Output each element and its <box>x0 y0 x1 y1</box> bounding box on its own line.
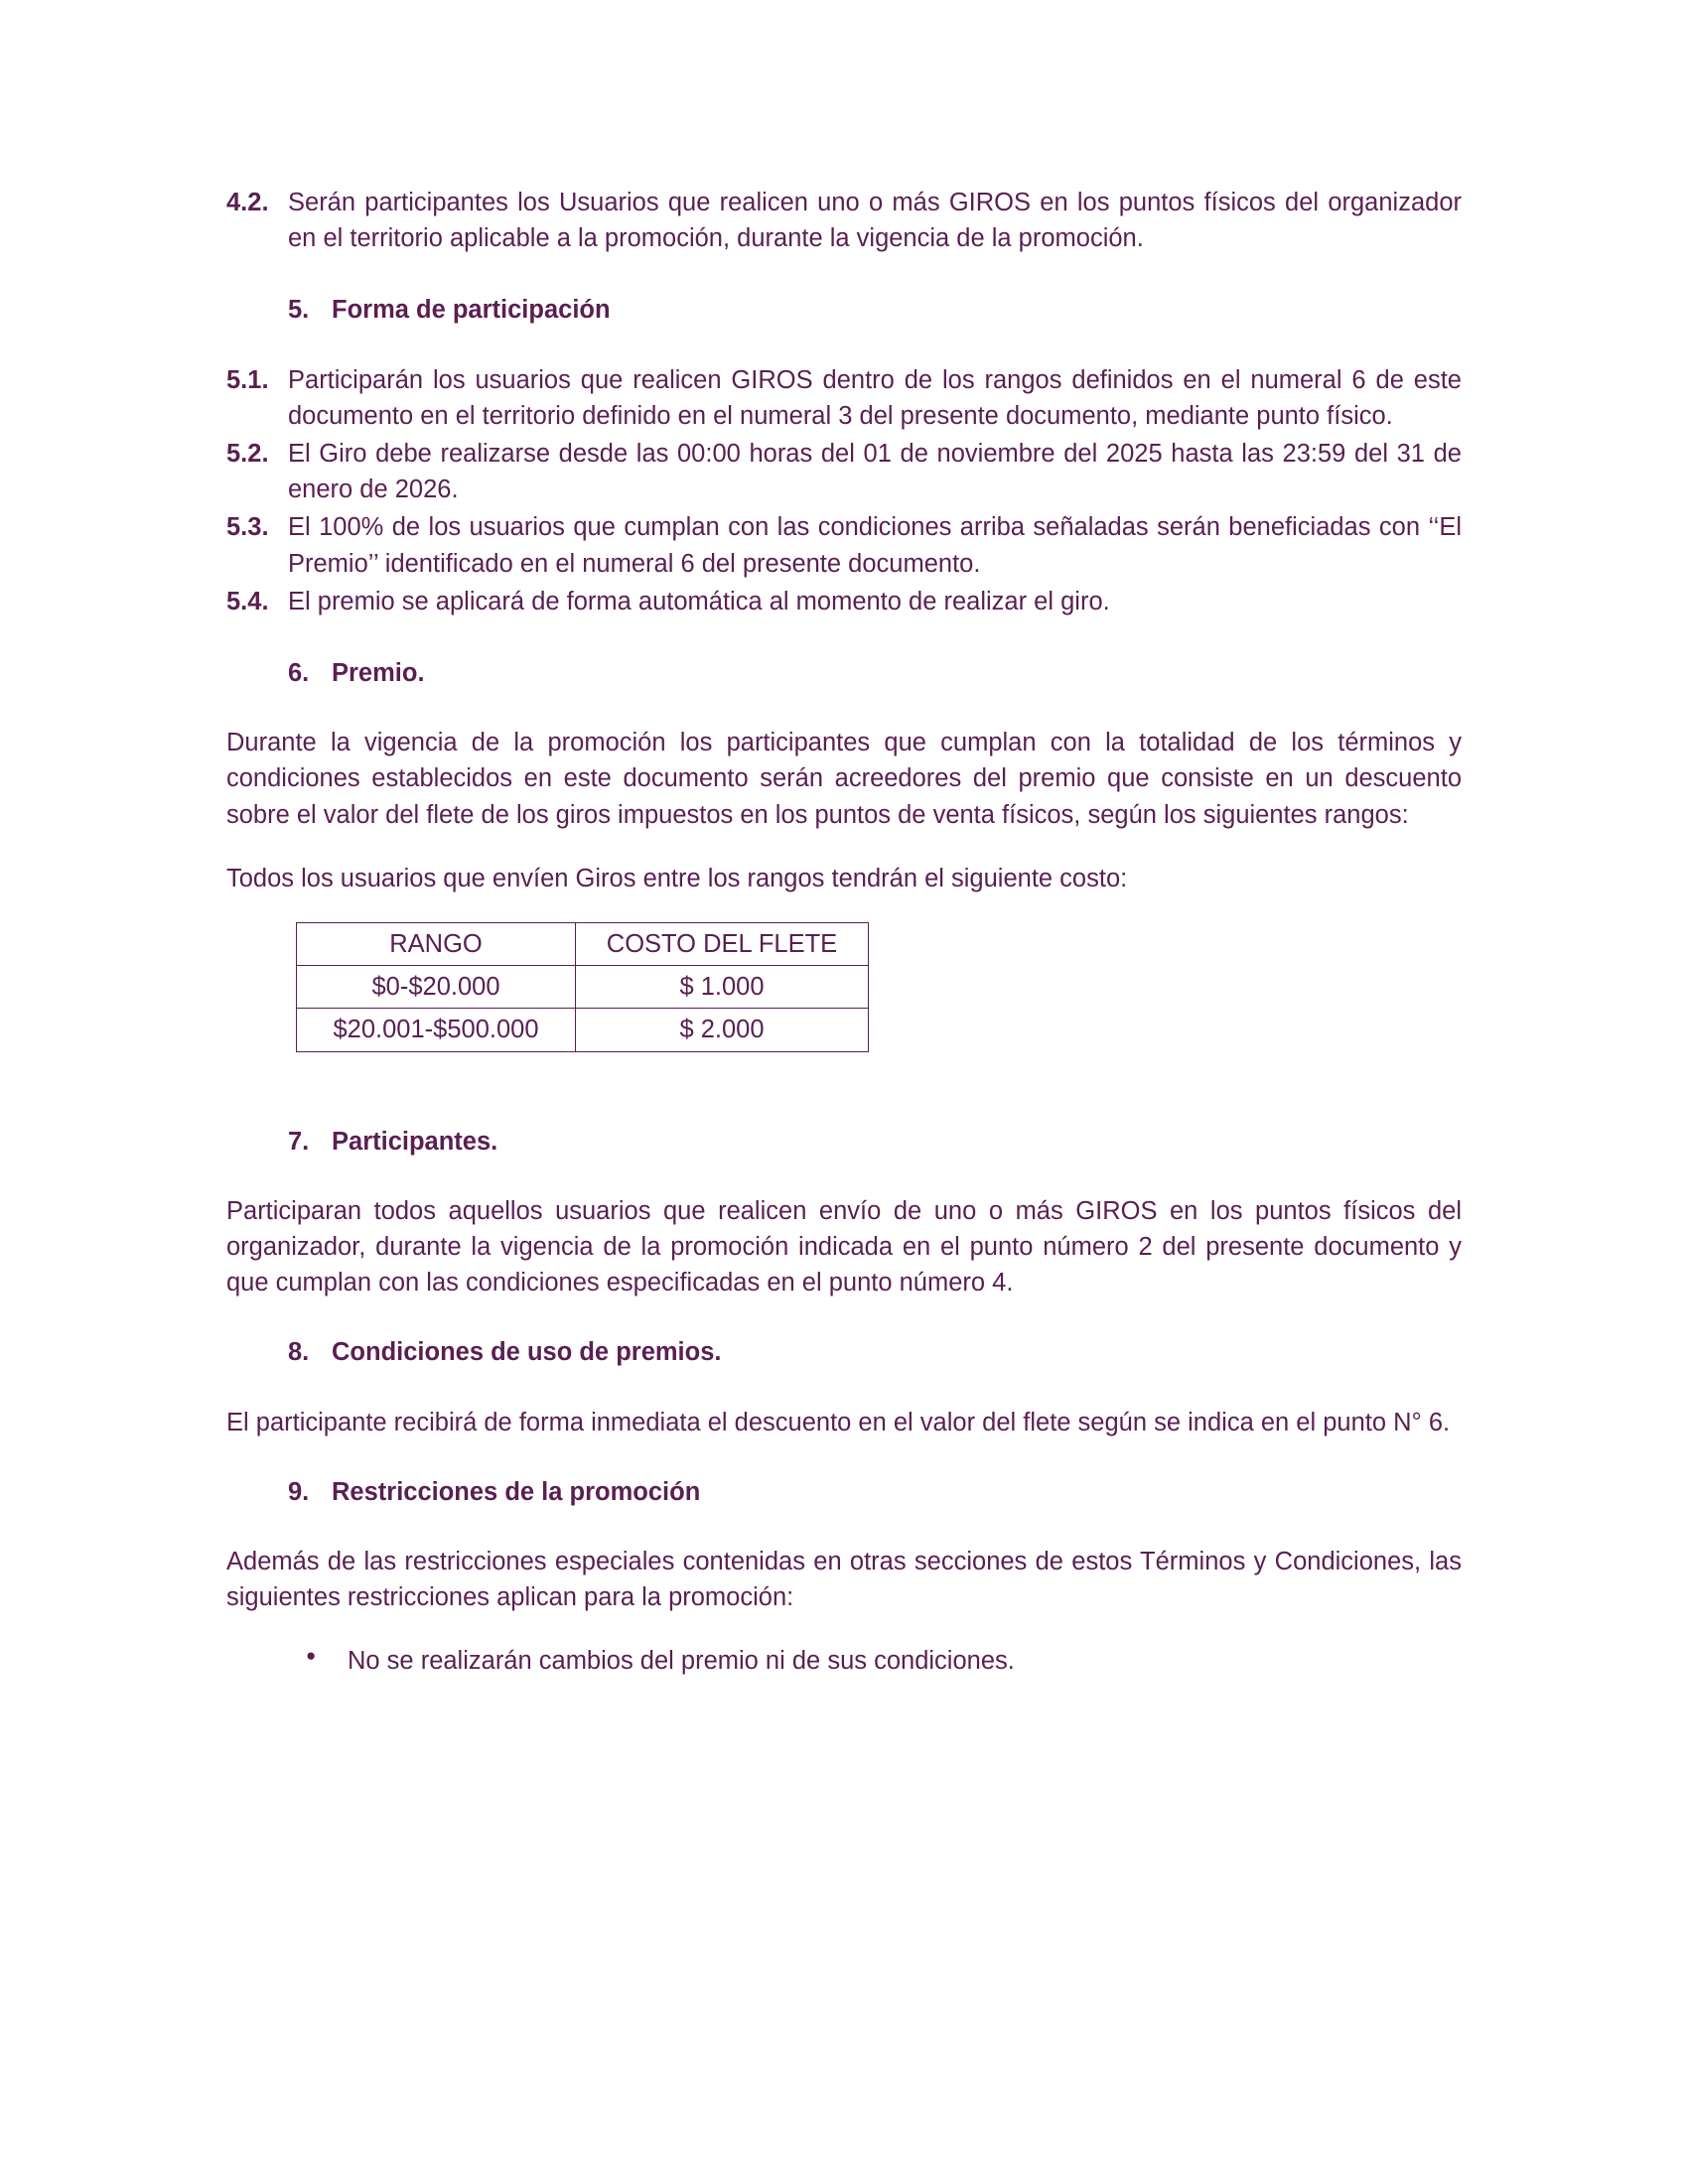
spacer <box>226 1052 1462 1124</box>
clause-5-2 <box>226 436 1462 507</box>
table-header-costo: COSTO DEL FLETE <box>576 923 869 966</box>
spacer <box>226 329 1462 362</box>
paragraph-premio: Durante la vigencia de la promoción los participantes que cumplan con la totalidad de los términos y condiciones establecidos en este documento serán acreedores del premio que consiste en un descuento sobre el valor del flete de los giros impuestos en los puntos de venta físicos, según los siguientes rangos: <box>226 729 1462 829</box>
heading-8-title: Condiciones de uso de premios. <box>332 1338 722 1367</box>
paragraph-rangos-intro: Todos los usuarios que envíen Giros entre los rangos tendrán el siguiente costo: <box>226 864 1128 892</box>
table-header-row <box>297 923 869 966</box>
heading-6-title: Premio. <box>332 659 425 688</box>
table-header-rango: RANGO <box>297 923 576 966</box>
clause-5-4-number: 5.4. <box>226 587 269 615</box>
spacer <box>226 1371 1462 1405</box>
heading-8 <box>226 1334 1462 1370</box>
clause-5-3-text: El 100% de los usuarios que cumplan con las condiciones arriba señaladas serán beneficiadas con ‘‘El Premio’’ identificado en el numeral 6 del presente documento. <box>288 513 1462 578</box>
clause-5-4-text: El premio se aplicará de forma automática al momento de realizar el giro. <box>288 587 1110 615</box>
list-item: ● No se realizarán cambios del premio ni de sus condiciones. <box>348 1643 1462 1679</box>
clause-5-1 <box>226 362 1462 434</box>
clause-5-2-number: 5.2. <box>226 440 269 469</box>
clause-4-2-number: 4.2. <box>226 189 269 216</box>
heading-9-title: Restricciones de la promoción <box>332 1477 701 1506</box>
restricciones-list <box>226 1643 1462 1679</box>
spacer <box>226 1510 1462 1544</box>
heading-7-title: Participantes. <box>332 1127 498 1156</box>
heading-5-title: Forma de participación <box>332 296 611 325</box>
document-body <box>226 185 1462 1680</box>
paragraph-condiciones-uso: El participante recibirá de forma inmediata el descuento en el valor del flete según se indica en el punto N° 6. <box>226 1408 1451 1436</box>
spacer <box>226 691 1462 725</box>
heading-7 <box>226 1124 1462 1160</box>
paragraph-restricciones: Además de las restricciones especiales contenidas en otras secciones de estos Términos y Condiciones, las siguientes restricciones aplican para la promoción: <box>226 1548 1462 1612</box>
heading-8-number: 8. <box>288 1338 310 1367</box>
table-cell-rango-1: $0-$20.000 <box>297 966 576 1009</box>
clause-5-4 <box>226 584 1462 619</box>
spacer <box>226 621 1462 655</box>
table-cell-costo-2: $ 2.000 <box>576 1009 869 1051</box>
table-row <box>297 966 869 1009</box>
heading-9 <box>226 1474 1462 1510</box>
clause-5-1-text: Participarán los usuarios que realicen GIROS dentro de los rangos definidos en el numeral 6 de este documento en el territorio definido en el numeral 3 del presente documento, mediante punto físico. <box>288 365 1462 430</box>
spacer <box>226 1300 1462 1334</box>
clause-5-3 <box>226 509 1462 581</box>
heading-7-number: 7. <box>288 1127 310 1156</box>
table-cell-costo-1: $ 1.000 <box>576 966 869 1009</box>
spacer <box>226 1160 1462 1193</box>
spacer <box>226 1615 1462 1643</box>
clause-5-3-number: 5.3. <box>226 513 269 542</box>
spacer <box>226 1440 1462 1474</box>
heading-6-number: 6. <box>288 659 310 688</box>
clause-4-2 <box>226 185 1462 256</box>
heading-6 <box>226 655 1462 691</box>
clause-5-2-text: El Giro debe realizarse desde las 00:00 horas del 01 de noviembre del 2025 hasta las 23:59 del 31 de enero de 2026. <box>288 440 1462 504</box>
spacer <box>226 896 1462 916</box>
heading-5 <box>226 292 1462 328</box>
table-cell-rango-2: $20.001-$500.000 <box>297 1009 576 1051</box>
clause-5-1-number: 5.1. <box>226 365 269 394</box>
heading-5-number: 5. <box>288 296 310 325</box>
tabla-rangos <box>296 922 869 1052</box>
spacer <box>226 258 1462 292</box>
paragraph-participantes: Participaran todos aquellos usuarios que realicen envío de uno o más GIROS en los puntos físicos del organizador, durante la vigencia de la promoción indicada en el punto número 2 del presente documento y que cumplan con las condiciones especificadas en el punto número 4. <box>226 1196 1462 1297</box>
spacer <box>226 833 1462 861</box>
table-row <box>297 1009 869 1051</box>
heading-9-number: 9. <box>288 1477 310 1506</box>
clause-4-2-text: Serán participantes los Usuarios que realicen uno o más GIROS en los puntos físicos del organizador en el territorio aplicable a la promoción, durante la vigencia de la promoción. <box>288 189 1462 253</box>
